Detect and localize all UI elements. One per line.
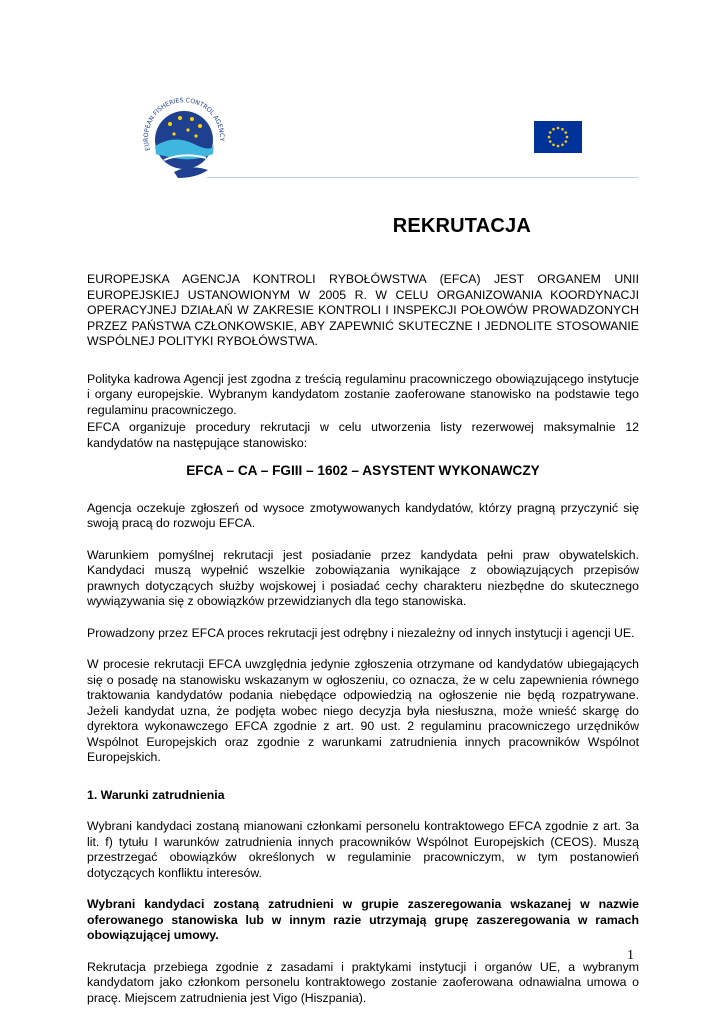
paragraph-contract-location: Rekrutacja przebiega zgodnie z zasadami i praktykami instytucji i organów UE, a wybranym kandydatom jako członkom personelu kontraktowego zostanie zaoferowana odnawialna umowa o pracę. Miejscem zatrudnienia jest Vigo (Hiszpania). bbox=[87, 959, 639, 1005]
page-number: 1 bbox=[627, 948, 634, 963]
paragraph-contract-staff: Wybrani kandydaci zostaną mianowani członkami personelu kontraktowego EFCA zgodnie z art. 3a lit. f) tytułu I warunków zatrudnienia innych pracowników Wspólnot Europejskich (CEOS). Muszą przestrzegać obowiązków określonych w regulaminie pracowniczym, w tym postanowień dotyczących konfliktu interesów. bbox=[87, 819, 639, 880]
document-body bbox=[87, 272, 639, 1006]
logo-text: EUROPEAN FISHERIES CONTROL AGENCY bbox=[142, 97, 226, 152]
paragraph-eligibility: Warunkiem pomyślnej rekrutacji jest posiadanie przez kandydata pełni praw obywatelskich. Kandydaci muszą wypełnić wszelkie zobowiązania wynikające z obowiązujących przepisów prawnych dotyczących służby wojskowej i posiadać cechy charakteru niezbędne do skutecznego wywiązywania się z obowiązków przewidzianych dla tego stanowiska. bbox=[87, 547, 639, 608]
efca-logo bbox=[134, 88, 234, 188]
paragraph-reserve-list: EFCA organizuje procedury rekrutacji w celu utworzenia listy rezerwowej maksymalnie 12 kandydatów na następujące stanowisko: bbox=[87, 420, 639, 450]
paragraph-grade: Wybrani kandydaci zostaną zatrudnieni w grupie zaszeregowania wskazanej w nazwie oferowanego stanowiska lub w innym razie utrzymają grupę zaszeregowania w ramach obowiązującej umowy. bbox=[87, 897, 639, 942]
paragraph-staff-policy: Polityka kadrowa Agencji jest zgodna z treścią regulaminu pracowniczego obowiązującego instytucje i organy europejskie. Wybranym kandydatom zostanie zaoferowane stanowisko na podstawie tego regulaminu pracowniczego. bbox=[87, 371, 639, 417]
position-title: EFCA – CA – FGIII – 1602 – ASYSTENT WYKONAWCZY bbox=[186, 463, 540, 478]
paragraph-procedure: W procesie rekrutacji EFCA uwzględnia jedynie zgłoszenia otrzymane od kandydatów ubiegających się o posadę na stanowisku wskazanym w ogłoszeniu, co oznacza, że w celu zapewnienia równego traktowania kandydatów podania niebędące odpowiedzią na ogłoszenie nie będą rozpatrywane. Jeżeli kandydat uzna, że podjęta wobec niego decyzja była niesłuszna, może wnieść skargę do dyrektora wykonawczego EFCA zgodnie z art. 90 ust. 2 regulaminu pracowniczego urzędników Wspólnot Europejskich oraz zgodnie z warunkami zatrudnienia innych pracowników Wspólnot Europejskich. bbox=[87, 657, 639, 764]
intro-paragraph: EUROPEJSKA AGENCJA KONTROLI RYBOŁÓWSTWA (EFCA) JEST ORGANEM UNII EUROPEJSKIEJ USTANOWIONYM W 2005 R. W CELU ORGANIZOWANIA KOORDYNACJI OPERACYJNEJ DZIAŁAŃ W ZAKRESIE KONTROLI I INSPEKCJI POŁOWÓW PROWADZONYCH PRZEZ PAŃSTWA CZŁONKOWSKIE, ABY ZAPEWNIĆ SKUTECZNE I JEDNOLITE STOSOWANIE WSPÓLNEJ POLITYKI RYBOŁÓWSTWA. bbox=[87, 272, 639, 348]
eu-flag-icon bbox=[534, 121, 582, 153]
page-title: REKRUTACJA bbox=[392, 215, 531, 237]
page-header bbox=[87, 88, 638, 183]
paragraph-independence: Prowadzony przez EFCA proces rekrutacji jest odrębny i niezależny od innych instytucji i agencji UE. bbox=[87, 625, 635, 640]
header-divider bbox=[207, 177, 638, 178]
paragraph-applications: Agencja oczekuje zgłoszeń od wysoce zmotywowanych kandydatów, którzy pragną przyczynić się swoją pracą do rozwoju EFCA. bbox=[87, 500, 639, 530]
section-1-heading: 1. Warunki zatrudnienia bbox=[87, 787, 225, 802]
